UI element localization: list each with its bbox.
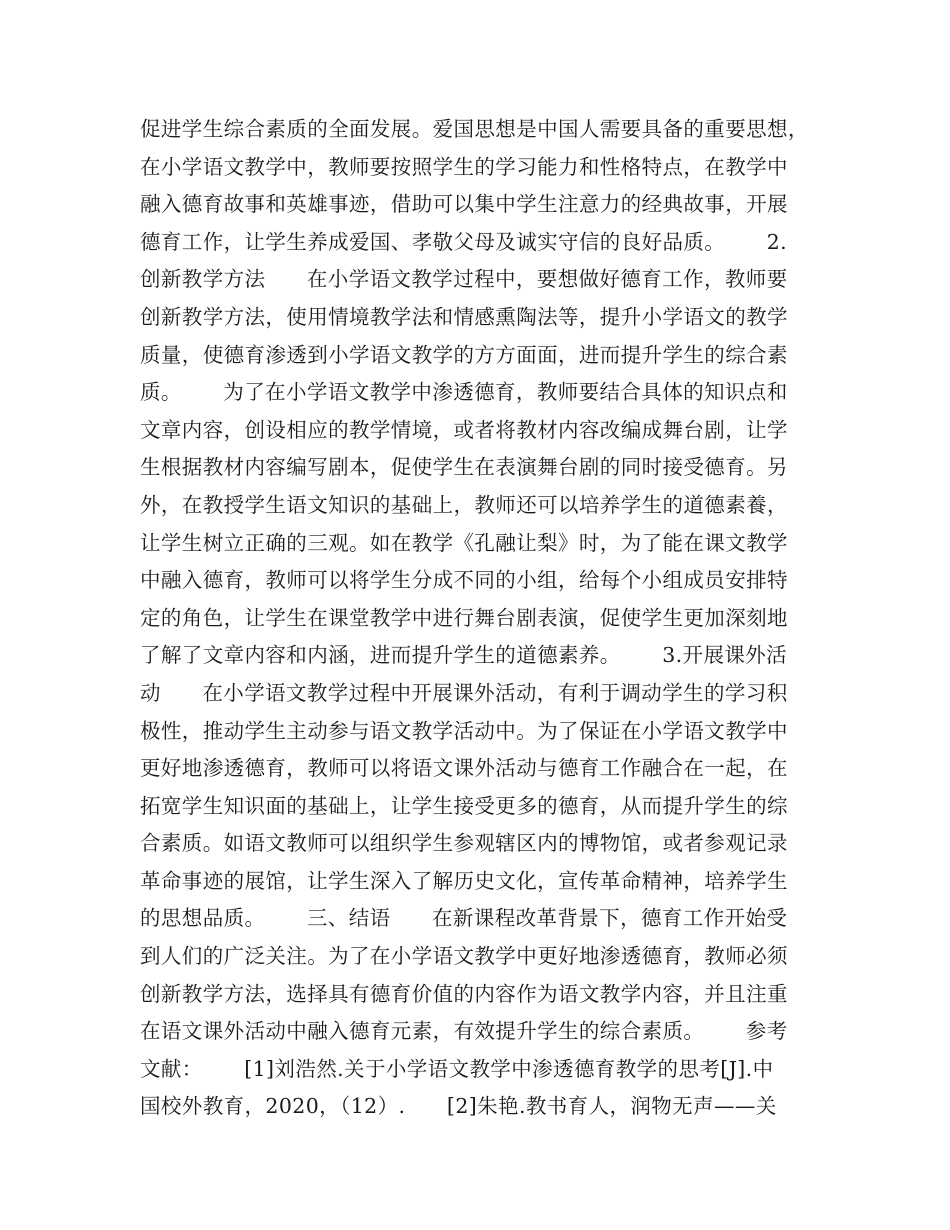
text-line: 到人们的广泛关注。为了在小学语文教学中更好地渗透德育，教师必须 (140, 944, 788, 969)
text-line: 了解了文章内容和内涵，进而提升学生的道德素养。 3.开展课外活 (140, 643, 788, 668)
text-line: 拓宽学生知识面的基础上，让学生接受更多的德育，从而提升学生的综 (140, 793, 788, 818)
text-line: 动 在小学语文教学过程中开展课外活动，有利于调动学生的学习积 (140, 680, 788, 705)
text-line: 革命事迹的展馆，让学生深入了解历史文化，宣传革命精神，培养学生 (140, 868, 788, 893)
text-line: 合素质。如语文教师可以组织学生参观辖区内的博物馆，或者参观记录 (140, 831, 788, 856)
text-line: 创新教学方法，选择具有德育价值的内容作为语文教学内容，并且注重 (140, 981, 788, 1006)
text-line: 极性，推动学生主动参与语文教学活动中。为了保证在小学语文教学中 (140, 718, 788, 743)
text-line: 创新教学方法 在小学语文教学过程中，要想做好德育工作，教师要 (140, 267, 788, 292)
text-line: 文章内容，创设相应的教学情境，或者将教材内容改编成舞台剧，让学 (140, 417, 788, 442)
text-line: 促进学生综合素质的全面发展。爱国思想是中国人需要具备的重要思想， (140, 117, 809, 141)
text-line: 国校外教育，2020，（12）. [2]朱艳.教书育人，润物无声——关 (140, 1094, 777, 1119)
text-line: 融入德育故事和英雄事迹，借助可以集中学生注意力的经典故事，开展 (140, 192, 788, 217)
body-text (140, 111, 830, 1126)
text-line: 创新教学方法，使用情境教学法和情感熏陶法等，提升小学语文的教学 (140, 304, 788, 329)
text-line: 让学生树立正确的三观。如在教学《孔融让梨》时，为了能在课文教学 (140, 530, 788, 555)
text-line: 在小学语文教学中，教师要按照学生的学习能力和性格特点，在教学中 (140, 154, 788, 179)
text-line: 在语文课外活动中融入德育元素，有效提升学生的综合素质。 参考 (140, 1019, 788, 1044)
text-line: 更好地渗透德育，教师可以将语文课外活动与德育工作融合在一起，在 (140, 756, 788, 781)
text-line: 生根据教材内容编写剧本，促使学生在表演舞台剧的同时接受德育。另 (140, 455, 788, 480)
text-line: 德育工作，让学生养成爱国、孝敬父母及诚实守信的良好品质。 2. (140, 229, 788, 254)
text-line: 文献： [1]刘浩然.关于小学语文教学中渗透德育教学的思考[J].中 (140, 1056, 774, 1081)
text-line: 定的角色，让学生在课堂教学中进行舞台剧表演，促使学生更加深刻地 (140, 605, 788, 630)
text-line: 质量，使德育渗透到小学语文教学的方方面面，进而提升学生的综合素 (140, 342, 788, 367)
text-line: 外，在教授学生语文知识的基础上，教师还可以培养学生的道德素養， (140, 492, 788, 517)
text-line: 质。 为了在小学语文教学中渗透德育，教师要结合具体的知识点和 (140, 380, 788, 405)
text-line: 的思想品质。 三、结语 在新课程改革背景下，德育工作开始受 (140, 906, 788, 931)
text-line: 中融入德育，教师可以将学生分成不同的小组，给每个小组成员安排特 (140, 568, 788, 593)
